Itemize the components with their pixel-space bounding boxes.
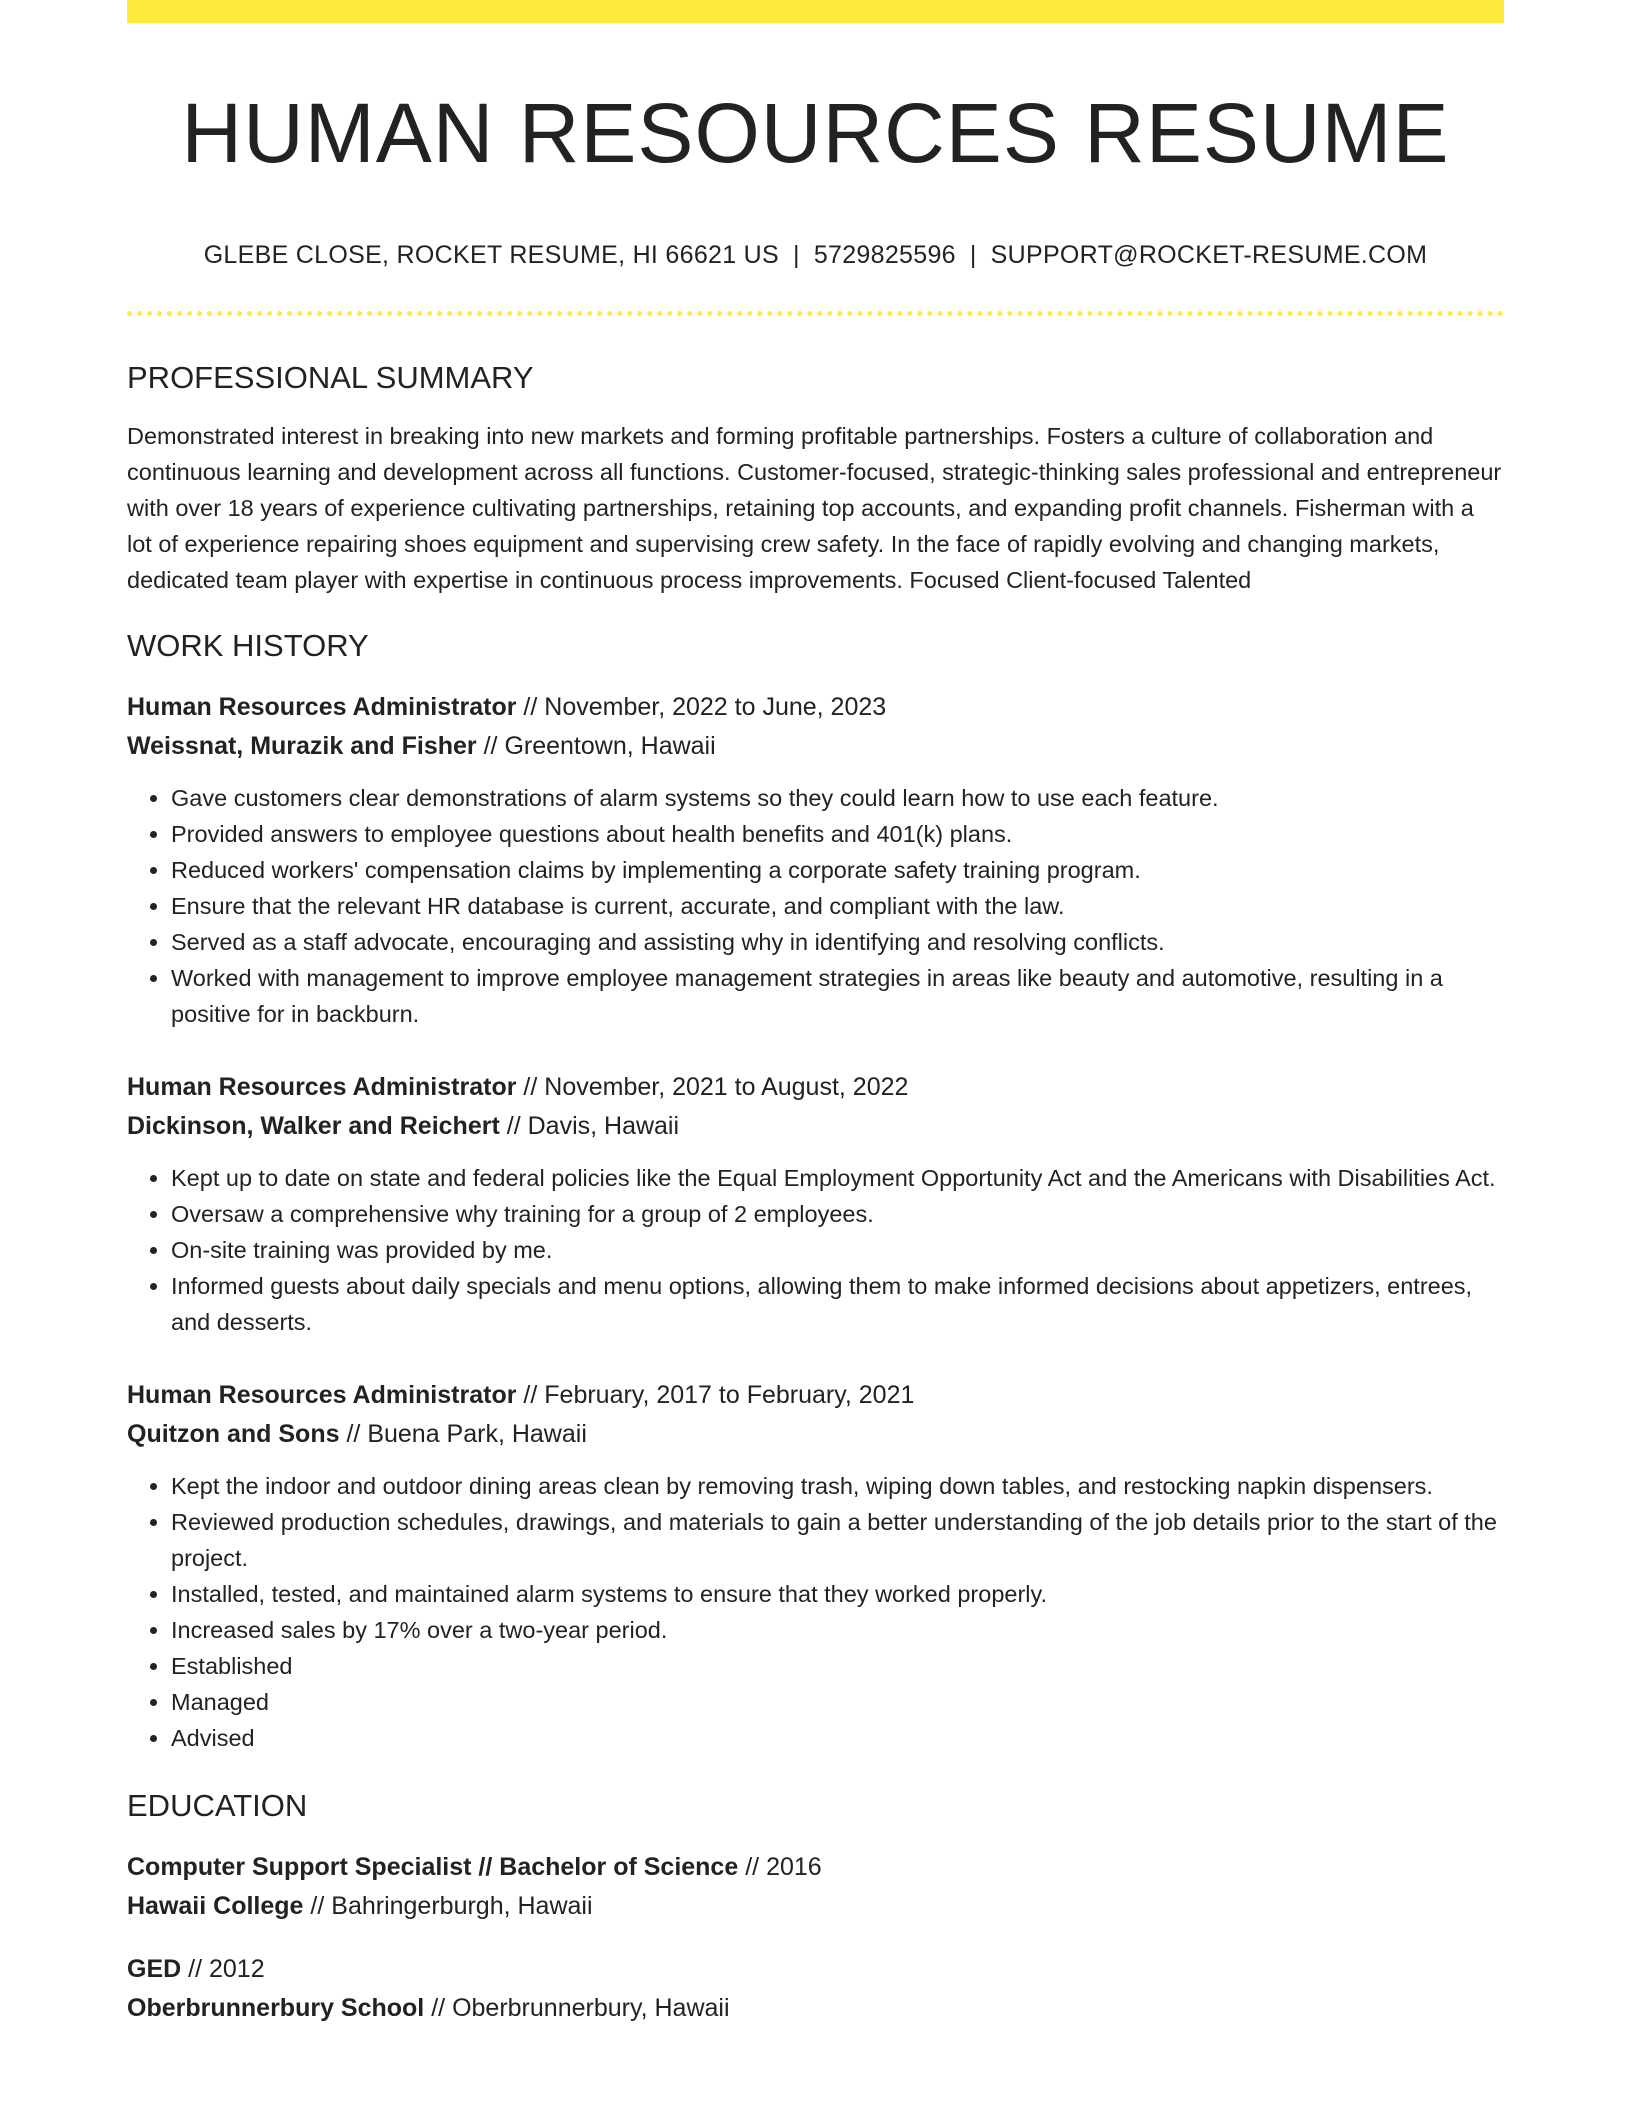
education-year: 2012 [209, 1955, 265, 1983]
education-school: Oberbrunnerbury School [127, 1994, 425, 2022]
contact-address: GLEBE CLOSE, ROCKET RESUME, HI 66621 US [203, 241, 780, 269]
job-company-line [127, 1107, 1504, 1146]
list-item: • Worked with management to improve employee management strategies in areas like beauty and automotive, resulting in a positive for in backburn. [171, 960, 1504, 1032]
separator: // [483, 732, 498, 760]
job-company: Dickinson, Walker and Reichert [127, 1112, 500, 1140]
list-item: • Established [171, 1648, 1504, 1684]
job-company-line [127, 1415, 1504, 1454]
education-location: Bahringerburgh, Hawaii [331, 1892, 593, 1920]
job-bullets [127, 1468, 1504, 1756]
education-location: Oberbrunnerbury, Hawaii [452, 1994, 730, 2022]
separator: // [188, 1955, 203, 1983]
list-item: • Gave customers clear demonstrations of alarm systems so they could learn how to use each feature. [171, 780, 1504, 816]
list-item: • Oversaw a comprehensive why training for a group of 2 employees. [171, 1196, 1504, 1232]
resume-title: HUMAN RESOURCES RESUME [181, 86, 1450, 180]
education-school-line [127, 1989, 1504, 2028]
job-company: Quitzon and Sons [127, 1420, 340, 1448]
job-bullets [127, 1160, 1504, 1340]
job-company-line [127, 727, 1504, 766]
list-item: • Reduced workers' compensation claims by implementing a corporate safety training program. [171, 852, 1504, 888]
job-location: Greentown, Hawaii [504, 732, 716, 760]
education-heading: EDUCATION [127, 1788, 308, 1823]
list-item: • Informed guests about daily specials and menu options, allowing them to make informed decisions about appetizers, entrees, and desserts. [171, 1268, 1504, 1340]
list-item: • Ensure that the relevant HR database is current, accurate, and compliant with the law. [171, 888, 1504, 924]
job-entry [127, 688, 1504, 1032]
top-accent-bar [127, 0, 1504, 23]
education-entry [127, 1950, 1504, 2028]
list-item: • Kept the indoor and outdoor dining areas clean by removing trash, wiping down tables, and restocking napkin dispensers. [171, 1468, 1504, 1504]
separator: // [523, 693, 538, 721]
job-company: Weissnat, Murazik and Fisher [127, 732, 477, 760]
education-degree-line [127, 1950, 1504, 1989]
contact-line [127, 239, 1504, 271]
list-item: • Managed [171, 1684, 1504, 1720]
summary-heading: PROFESSIONAL SUMMARY [127, 360, 534, 395]
job-location: Davis, Hawaii [527, 1112, 680, 1140]
education-year: 2016 [766, 1853, 822, 1881]
dotted-divider [127, 311, 1504, 316]
list-item: • Kept up to date on state and federal policies like the Equal Employment Opportunity Act and the Americans with Disabilities Act. [171, 1160, 1504, 1196]
contact-separator: | [793, 241, 800, 269]
separator: // [506, 1112, 521, 1140]
job-title: Human Resources Administrator [127, 1073, 517, 1101]
list-item: • Served as a staff advocate, encouraging and assisting why in identifying and resolving conflicts. [171, 924, 1504, 960]
job-title-line [127, 1376, 1504, 1415]
resume-page [127, 0, 1504, 2028]
education-school-line [127, 1887, 1504, 1926]
job-dates: November, 2021 to August, 2022 [544, 1073, 909, 1101]
separator: // [523, 1381, 538, 1409]
job-title: Human Resources Administrator [127, 693, 517, 721]
separator: // [310, 1892, 325, 1920]
summary-text: Demonstrated interest in breaking into new markets and forming profitable partnerships. Fosters a culture of collaboration and continuous learning and development across all functions. Customer-focused, strategic-thinking sales professional and entrepreneur with over 18 years of experience cultivating partnerships, retaining top accounts, and expanding profit channels. Fisherman with a lot of experience repairing shoes equipment and supervising crew safety. In the face of rapidly evolving and changing markets, dedicated team player with expertise in continuous process improvements. Focused Client-focused Talented [127, 423, 1502, 593]
list-item: • Advised [171, 1720, 1504, 1756]
job-title: Human Resources Administrator [127, 1381, 517, 1409]
separator: // [346, 1420, 361, 1448]
list-item: • Reviewed production schedules, drawings, and materials to gain a better understanding of the job details prior to the start of the project. [171, 1504, 1504, 1576]
education-degree: Computer Support Specialist // Bachelor of Science [127, 1853, 739, 1881]
job-title-line [127, 1068, 1504, 1107]
education-degree: GED [127, 1955, 182, 1983]
list-item: • Provided answers to employee questions about health benefits and 401(k) plans. [171, 816, 1504, 852]
job-entry [127, 1376, 1504, 1756]
job-location: Buena Park, Hawaii [367, 1420, 587, 1448]
list-item: • Installed, tested, and maintained alarm systems to ensure that they worked properly. [171, 1576, 1504, 1612]
contact-separator: | [969, 241, 977, 269]
work-history-heading: WORK HISTORY [127, 628, 369, 663]
job-bullets [127, 780, 1504, 1032]
job-title-line [127, 688, 1504, 727]
education-school: Hawaii College [127, 1892, 304, 1920]
list-item: • On-site training was provided by me. [171, 1232, 1504, 1268]
job-entry [127, 1068, 1504, 1340]
separator: // [745, 1853, 760, 1881]
education-entry [127, 1848, 1504, 1926]
education-degree-line [127, 1848, 1504, 1887]
job-dates: November, 2022 to June, 2023 [544, 693, 887, 721]
separator: // [523, 1073, 538, 1101]
contact-email: SUPPORT@ROCKET-RESUME.COM [990, 241, 1428, 269]
separator: // [431, 1994, 446, 2022]
job-dates: February, 2017 to February, 2021 [544, 1381, 915, 1409]
list-item: • Increased sales by 17% over a two-year period. [171, 1612, 1504, 1648]
contact-phone: 5729825596 [813, 241, 956, 269]
